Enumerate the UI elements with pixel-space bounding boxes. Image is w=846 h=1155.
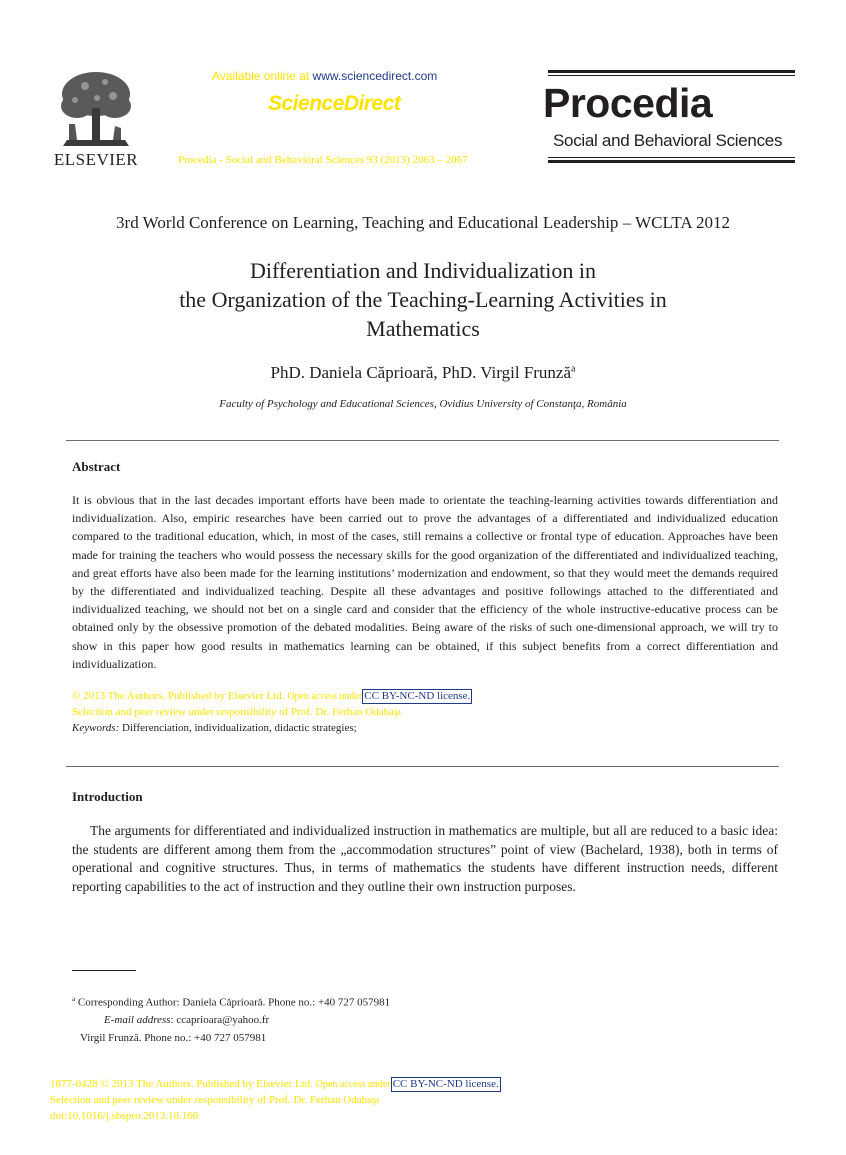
elsevier-logo: [50, 68, 142, 168]
email-label: E-mail address: [104, 1014, 171, 1026]
issn-copyright-text: 1877-0428 © 2013 The Authors. Published by Elsevier Ltd.: [50, 1078, 313, 1090]
affiliation: Faculty of Psychology and Educational Sciences, Ovidius University of Constanţa, România: [219, 398, 627, 410]
title-line: Mathematics: [366, 316, 480, 341]
doi-link[interactable]: doi:10.1016/j.sbspro.2013.10.166: [50, 1110, 199, 1122]
divider: [66, 766, 779, 767]
procedia-subtitle: Social and Behavioral Sciences: [553, 131, 783, 150]
license-link[interactable]: CC BY-NC-ND license.: [364, 690, 471, 702]
procedia-top-rule: [548, 70, 795, 73]
procedia-thin-rule: [548, 75, 795, 76]
issn-copyright-line: [50, 1077, 501, 1092]
footnote-marker: a: [72, 995, 76, 1003]
keywords: [72, 722, 357, 734]
bottom-peer-review: Selection and peer review under responsibility of Prof. Dr. Ferhan Odabaşı: [50, 1094, 380, 1106]
title-line: the Organization of the Teaching-Learning Activities in: [179, 287, 667, 312]
sciencedirect-logo: ScienceDirect: [268, 92, 401, 115]
bottom-license-link[interactable]: CC BY-NC-ND license.: [392, 1078, 499, 1090]
sciencedirect-link[interactable]: www.sciencedirect.com: [312, 69, 438, 83]
author-footnote-marker[interactable]: a: [571, 363, 576, 375]
article-title: [60, 256, 786, 343]
open-access-text: Open access under: [287, 691, 363, 702]
procedia-bottom-rule: [548, 160, 795, 163]
available-online: [212, 69, 437, 83]
abstract-heading-text: Abstract: [72, 459, 121, 474]
email-address[interactable]: : ccaprioara@yahoo.fr: [170, 1014, 270, 1026]
peer-review-note: Selection and peer review under responsibility of Prof. Dr. Ferhan Odabaşı: [72, 706, 402, 718]
keywords-list: Differenciation, individualization, didactic strategies;: [122, 722, 357, 734]
footnote-line-3: Virgil Frunză. Phone no.: +40 727 057981: [80, 1032, 267, 1044]
journal-reference: Procedia - Social and Behavioral Sciences 93 (2013) 2063 – 2067: [178, 154, 468, 166]
elsevier-wordmark: ELSEVIER: [53, 150, 139, 169]
footnote-author-text: Corresponding Author: Daniela Căprioară. Phone no.: +40 727 057981: [77, 996, 391, 1009]
authors: [0, 363, 846, 383]
copyright-text: © 2013 The Authors. Published by Elsevier Ltd.: [72, 690, 285, 702]
footnote-line-1: [72, 995, 390, 1009]
introduction-heading: [72, 789, 143, 805]
procedia-bottom-thin-rule: [548, 157, 795, 158]
procedia-name: Procedia: [543, 80, 713, 126]
author-names: PhD. Daniela Căprioară, PhD. Virgil Frunză: [270, 363, 572, 382]
bottom-open-access-text: Open access under: [315, 1079, 391, 1090]
introduction-body: The arguments for differentiated and individualized instruction in mathematics are multiple, but all are reduced to a basic idea: the students are different among them from the „accommodation structures” point of view (Bachelard, 1938), both in terms of operational and cognitive structures. Thus, in terms of mathematics the students have different instruction needs, different reporting capabilities to the act of instruction and they outline their own instruction purposes.: [72, 823, 778, 894]
divider: [66, 440, 779, 441]
abstract-body: It is obvious that in the last decades important efforts have been made to orientate the teaching-learning activities towards differentiation and individualization. Also, empiric researches have been carried out to prove the advantages of a differentiated and individualized education compared to the traditional education, which, in most of the cases, still remains a collective or frontal type of education. Approaches have been made for training the teachers who would possess the necessary skills for the good organization of the differentiated and individualized teaching, and great efforts have also been made for the learning institutions’ modernization and endowment, so that they would meet the demands required by the differentiated and individualized teaching. Despite all these advantages and positive followings attached to the differentiated and individualized teaching, we should not bet on a single card and consider that the efficiency of the whole instructive-educative process can be obtained only by the obsessive promotion of the debated modalities. Being aware of the risks of such one-dimensional approach, we will try to show in this paper how good results in mathematics learning can be obtained, if this subject benefits from a correct differentiation and individualization.: [72, 493, 778, 671]
procedia-logo: [543, 70, 795, 164]
elsevier-tree-icon: [55, 68, 137, 148]
introduction-heading-text: Introduction: [72, 789, 143, 804]
conference-name: 3rd World Conference on Learning, Teaching and Educational Leadership – WCLTA 2012: [116, 213, 730, 232]
keywords-label: Keywords:: [72, 722, 120, 734]
abstract-copyright: [72, 689, 472, 704]
abstract-heading: [72, 459, 120, 475]
footnote-line-2: [104, 1014, 269, 1026]
title-line: Differentiation and Individualization in: [250, 258, 596, 283]
available-online-label: Available online at: [212, 69, 310, 83]
footnote-rule: [72, 970, 136, 971]
